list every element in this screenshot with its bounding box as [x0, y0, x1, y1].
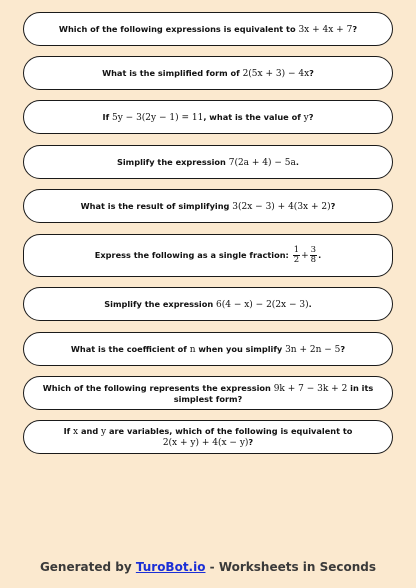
footer-prefix: Generated by	[39, 560, 136, 574]
question-middle: when you simplify	[195, 343, 286, 354]
page-footer	[0, 560, 416, 574]
question-prefix: What is the simplified form of	[102, 67, 243, 78]
math-expression: 7(2a + 4) − 5a	[228, 157, 296, 168]
question-prefix: If	[102, 111, 112, 122]
question-card-10	[23, 420, 393, 454]
question-prefix: What is the coefficient of	[70, 343, 190, 354]
plus-operator: +	[301, 251, 309, 261]
question-suffix: ?	[308, 111, 314, 122]
question-text	[117, 157, 299, 168]
question-suffix: ?	[309, 67, 314, 78]
question-text	[104, 299, 312, 310]
question-suffix: ?	[248, 437, 254, 447]
footer-suffix: - Worksheets in Seconds	[205, 560, 377, 574]
math-variable: y	[303, 112, 309, 123]
question-text	[103, 112, 314, 123]
question-suffix: ?	[330, 200, 336, 211]
question-text	[59, 24, 357, 35]
question-middle: and	[78, 426, 102, 436]
math-expression: 2(x + y) + 4(x − y)	[162, 438, 249, 448]
fraction-numerator: 3	[310, 245, 317, 255]
question-prefix: Express the following as a single fraction:	[94, 250, 292, 260]
question-card-5	[23, 189, 393, 223]
math-expression: 3(2x − 3) + 4(3x + 2)	[232, 201, 331, 212]
question-text	[81, 201, 336, 212]
fraction-denominator: 2	[293, 255, 300, 265]
question-text	[102, 68, 314, 79]
question-text	[34, 383, 382, 404]
question-suffix: in its simplest form?	[173, 382, 374, 404]
question-card-6	[23, 234, 393, 277]
question-prefix: What is the result of simplifying	[80, 200, 233, 211]
question-suffix: ?	[352, 23, 358, 34]
question-prefix: Simplify the expression	[104, 298, 216, 309]
question-suffix: .	[308, 298, 312, 309]
question-card-2	[23, 56, 393, 90]
math-expression: 6(4 − x) − 2(2x − 3)	[216, 299, 309, 310]
question-suffix: .	[295, 156, 300, 167]
question-card-1	[23, 12, 393, 46]
fraction-three-eighths	[310, 246, 317, 265]
question-prefix: Simplify the expression	[116, 156, 229, 167]
math-expression: 3n + 2n − 5	[285, 344, 341, 355]
question-middle: are variables, which of the following is equivalent to	[106, 426, 353, 436]
fraction-one-half	[293, 246, 300, 265]
turobot-link[interactable]: TuroBot.io	[135, 560, 206, 574]
question-card-9	[23, 376, 393, 410]
question-prefix: Which of the following expressions is equivalent to	[58, 23, 299, 34]
question-prefix: If	[63, 426, 74, 436]
question-suffix: .	[318, 250, 322, 260]
question-text	[95, 246, 321, 265]
math-expression: 9k + 7 − 3k + 2	[273, 383, 348, 394]
question-card-8	[23, 332, 393, 366]
question-card-4	[23, 145, 393, 179]
math-variable: y	[101, 427, 107, 437]
math-expression: 5y − 3(2y − 1) = 11	[112, 112, 204, 123]
question-card-7	[23, 287, 393, 321]
math-variable: x	[73, 427, 79, 437]
question-middle: , what is the value of	[203, 111, 304, 122]
fraction-numerator: 1	[293, 245, 300, 255]
question-text	[34, 426, 382, 448]
question-prefix: Which of the following represents the expression	[42, 382, 274, 393]
question-suffix: ?	[340, 343, 346, 354]
math-expression: 2(5x + 3) − 4x	[242, 68, 310, 79]
question-text	[71, 344, 345, 355]
question-card-3	[23, 100, 393, 134]
math-variable: n	[189, 344, 196, 355]
fraction-denominator: 8	[310, 255, 317, 265]
math-expression: 3x + 4x + 7	[298, 24, 353, 35]
